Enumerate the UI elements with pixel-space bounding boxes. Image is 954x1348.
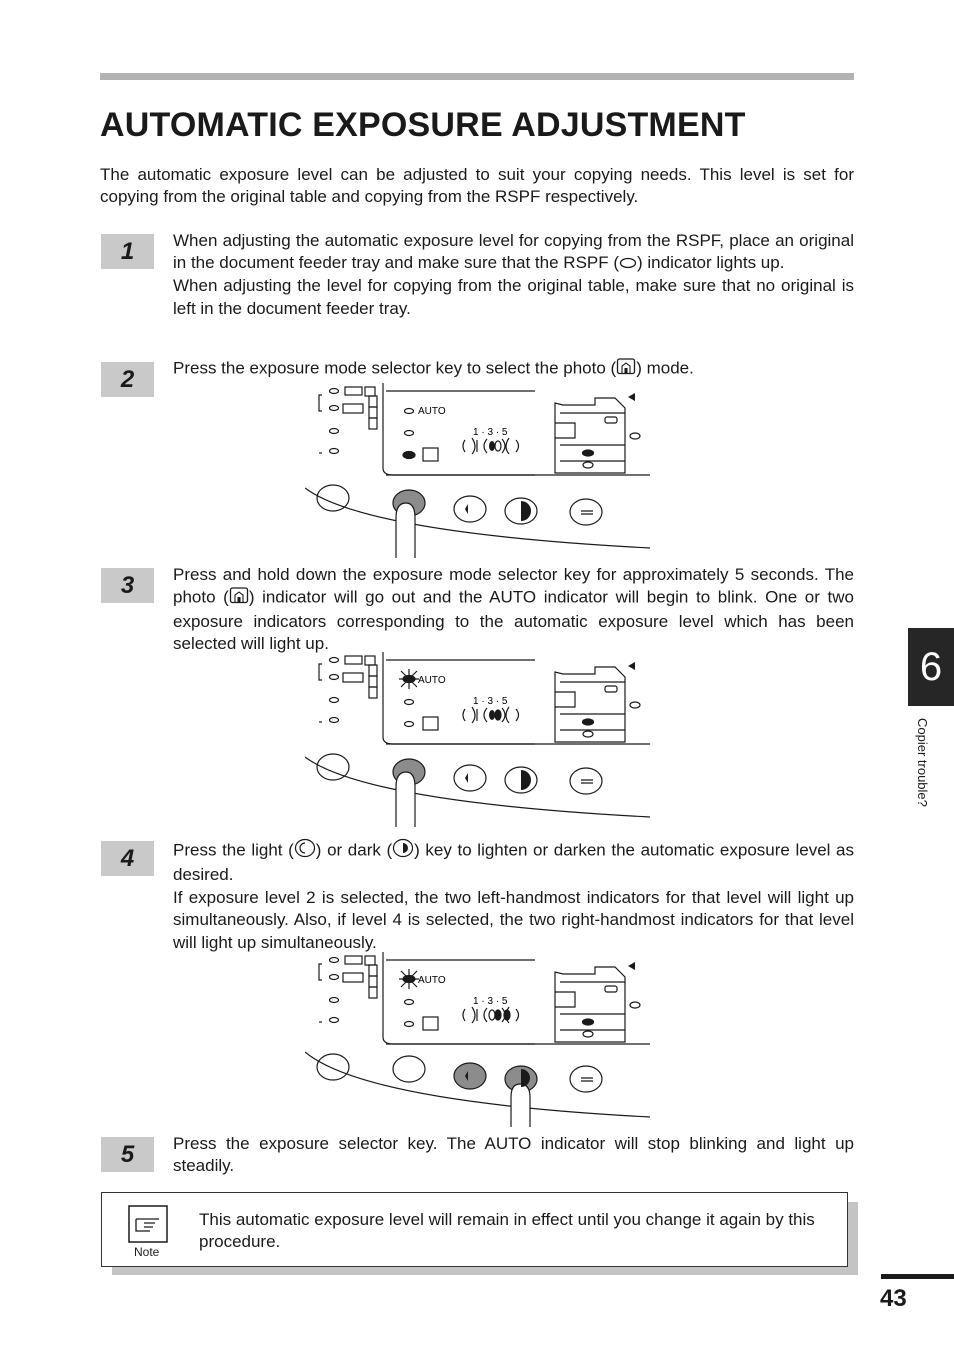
note-box xyxy=(101,1192,848,1267)
step-4-text xyxy=(173,838,854,954)
step-3-number: 3 xyxy=(101,568,154,603)
step-1-text xyxy=(173,230,854,320)
rspf-indicator-icon xyxy=(619,253,637,275)
photo-mode-icon xyxy=(229,586,249,610)
footer-rule xyxy=(881,1274,954,1279)
step-1-number: 1 xyxy=(101,234,154,269)
step-1-text-a: When adjusting the automatic exposure level for copying from the RSPF, place an original in the document feeder tray and make sure that the RSPF ( xyxy=(173,231,854,273)
note-label: Note xyxy=(134,1245,160,1259)
step-1-text-c: When adjusting the level for copying from the original table, make sure that no original is left in the document feeder tray. xyxy=(173,276,854,318)
step-2-number: 2 xyxy=(101,362,154,397)
note-text: This automatic exposure level will remain in effect until you change it again by this procedure. xyxy=(199,1210,815,1252)
step-4-text-a: Press the light ( xyxy=(173,840,294,860)
light-key-icon xyxy=(294,838,316,864)
step-1-text-b: ) indicator lights up. xyxy=(637,253,785,273)
step-4-text-b: ) or dark ( xyxy=(315,840,393,860)
step-2-text-a: Press the exposure mode selector key to select the photo ( xyxy=(173,358,617,378)
panel-1-scale-label: 1 · 3 · 5 xyxy=(473,427,508,438)
intro-paragraph: The automatic exposure level can be adjusted to suit your copying needs. This level is set for copying from the original table and copying from the RSPF respectively. xyxy=(100,165,854,207)
page-number: 43 xyxy=(880,1285,907,1312)
control-panel-illustration-1 xyxy=(305,383,650,558)
chapter-label: Copier trouble? xyxy=(915,718,930,807)
step-4-text-d: If exposure level 2 is selected, the two left-handmost indicators for that level will light up simultaneously. Also, if level 4 is selected, the two right-handmost indicators for that level will light up simultaneously. xyxy=(173,887,854,952)
step-3-text-a: Press and hold down the exposure mode selector key for approximately 5 seconds. The photo ( xyxy=(173,565,854,608)
step-3-text xyxy=(173,564,854,656)
page-title: AUTOMATIC EXPOSURE ADJUSTMENT xyxy=(100,106,746,144)
control-panel-illustration-3 xyxy=(305,952,650,1127)
step-2-text-b: ) mode. xyxy=(636,358,694,378)
photo-mode-icon xyxy=(616,357,636,381)
pointing-hand-icon xyxy=(128,1205,168,1243)
top-rule xyxy=(100,73,854,80)
panel-1-auto-label: AUTO xyxy=(418,406,446,417)
panel-2-auto-label: AUTO xyxy=(418,675,446,686)
step-4-text-c: ) key to lighten or darken the automatic exposure level as desired. xyxy=(173,840,854,885)
chapter-tab: 6 xyxy=(908,628,954,706)
step-5-number: 5 xyxy=(101,1137,154,1172)
panel-3-scale-label: 1 · 3 · 5 xyxy=(473,996,508,1007)
step-5-text-a: Press the exposure selector key. The AUTO indicator will stop blinking and light up steadily. xyxy=(173,1134,854,1176)
step-4-number: 4 xyxy=(101,841,154,876)
panel-2-scale-label: 1 · 3 · 5 xyxy=(473,696,508,707)
step-3-text-b: ) indicator will go out and the AUTO indicator will begin to blink. One or two exposure indicators corresponding to the automatic exposure level which has been selected will light up. xyxy=(173,588,854,654)
panel-3-auto-label: AUTO xyxy=(418,975,446,986)
step-5-text xyxy=(173,1133,854,1178)
dark-key-icon xyxy=(392,838,414,864)
control-panel-illustration-2 xyxy=(305,652,650,827)
step-2-text xyxy=(173,357,854,381)
